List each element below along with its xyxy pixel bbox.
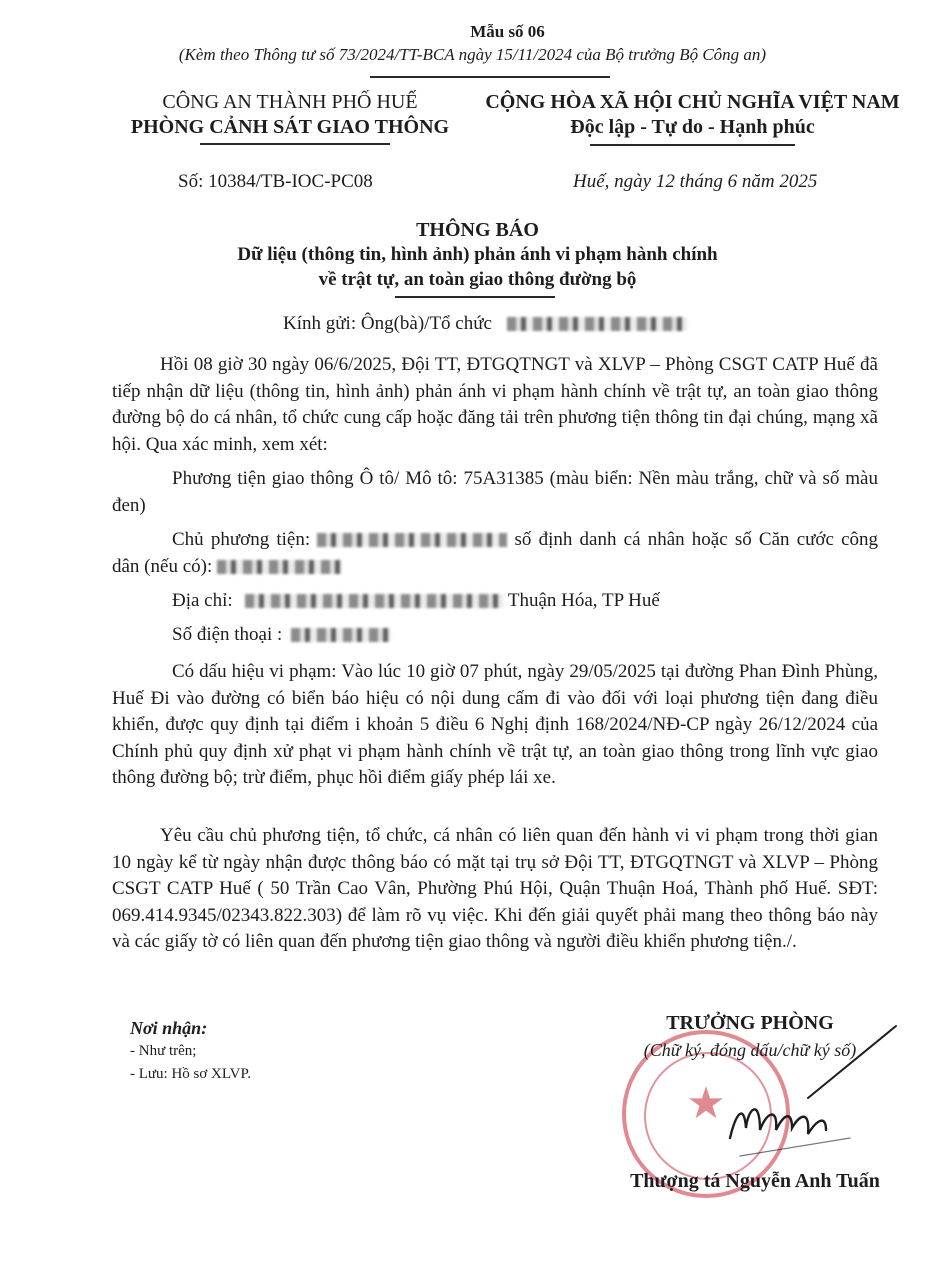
vehicle-paragraph: Phương tiện giao thông Ô tô/ Mô tô: 75A31385 (màu biển: Nền màu trắng, chữ và số màu đen) xyxy=(112,468,878,516)
request-paragraph: Yêu cầu chủ phương tiện, tổ chức, cá nhân có liên quan đến hành vi vi phạm trong thời gian 10 ngày kể từ ngày nhận được thông báo có mặt tại trụ sở Đội TT, ĐTGQTNGT và XLVP – Phòng CSGT CATP Huế ( 50 Trần Cao Vân, Phường Phú Hội, Quận Thuận Hoá, Thành phố Huế. SĐT: 069.414.9345/02343.822.303) để làm rõ vụ việc. Khi đến giải quyết phải mang theo thông báo này và các giấy tờ có liên quan đến phương tiện giao thông và người điều khiển phương tiện./. xyxy=(112,825,878,952)
recipients-title: Nơi nhận: xyxy=(130,1018,208,1038)
nation-title: CỘNG HÒA XÃ HỘI CHỦ NGHĨA VIỆT NAM xyxy=(485,91,900,113)
notice-title: THÔNG BÁO xyxy=(416,219,539,241)
divider xyxy=(370,76,610,78)
document-number: Số: 10384/TB-IOC-PC08 xyxy=(178,171,373,192)
form-number: Mẫu số 06 xyxy=(470,22,545,41)
redacted-text xyxy=(317,533,507,547)
recipient-item: - Như trên; xyxy=(130,1043,197,1059)
intro-paragraph: Hồi 08 giờ 30 ngày 06/6/2025, Đội TT, ĐTGQTNGT và XLVP – Phòng CSGT CATP Huế đã tiếp nhận dữ liệu (thông tin, hình ảnh) phản ánh vi phạm hành chính về trật tự, an toàn giao thông đường bộ do cá nhân, tổ chức cung cấp hoặc đăng tải trên phương tiện thông tin đại chúng, mạng xã hội. Qua xác minh, xem xét: xyxy=(112,354,878,455)
redacted-text xyxy=(217,560,342,574)
redacted-text xyxy=(245,594,503,608)
divider xyxy=(395,296,555,298)
divider xyxy=(200,143,390,145)
notice-subtitle: về trật tự, an toàn giao thông đường bộ xyxy=(318,269,637,290)
address-line: Địa chỉ: Thuận Hóa, TP Huế xyxy=(172,590,660,611)
recipient-label: Kính gửi: Ông(bà)/Tổ chức xyxy=(283,313,492,334)
owner-paragraph: Chủ phương tiện: số định danh cá nhân hoặc số Căn cước công dân (nếu có): xyxy=(112,529,879,577)
signer-name: Thượng tá Nguyễn Anh Tuấn xyxy=(630,1170,880,1192)
violation-paragraph: Có dấu hiệu vi phạm: Vào lúc 10 giờ 07 phút, ngày 29/05/2025 tại đường Phan Đình Phùng, Huế Đi vào đường có biển báo hiệu có nội dung cấm đi vào đối với loại phương tiện đang điều khiển, được quy định tại điểm i khoản 5 điều 6 Nghị định 168/2024/NĐ-CP ngày 26/12/2024 của Chính phủ quy định xử phạt vi phạm hành chính về trật tự, an toàn giao thông trong lĩnh vực giao thông đường bộ; trừ điểm, phục hồi điểm giấy phép lái xe. xyxy=(112,661,878,788)
phone-line: Số điện thoại : xyxy=(172,624,391,646)
recipient-item: - Lưu: Hồ sơ XLVP. xyxy=(130,1066,251,1082)
divider xyxy=(590,144,795,146)
redacted-text xyxy=(291,628,391,642)
notice-subtitle: Dữ liệu (thông tin, hình ảnh) phản ánh vi phạm hành chính xyxy=(237,244,718,265)
form-reference: (Kèm theo Thông tư số 73/2024/TT-BCA ngày 15/11/2024 của Bộ trưởng Bộ Công an) xyxy=(178,45,767,64)
motto: Độc lập - Tự do - Hạnh phúc xyxy=(570,116,815,138)
recipient-line xyxy=(283,313,687,335)
org-parent: CÔNG AN THÀNH PHỐ HUẾ xyxy=(162,91,418,113)
org-unit: PHÒNG CẢNH SÁT GIAO THÔNG xyxy=(130,116,450,138)
signature-note: (Chữ ký, đóng dấu/chữ ký số) xyxy=(643,1040,857,1060)
signer-title: TRƯỞNG PHÒNG xyxy=(666,1012,834,1034)
handwritten-signature-icon xyxy=(700,1018,910,1168)
seal-star-icon: ★ xyxy=(686,1078,726,1129)
document-date: Huế, ngày 12 tháng 6 năm 2025 xyxy=(573,171,818,192)
redacted-text xyxy=(507,317,687,331)
